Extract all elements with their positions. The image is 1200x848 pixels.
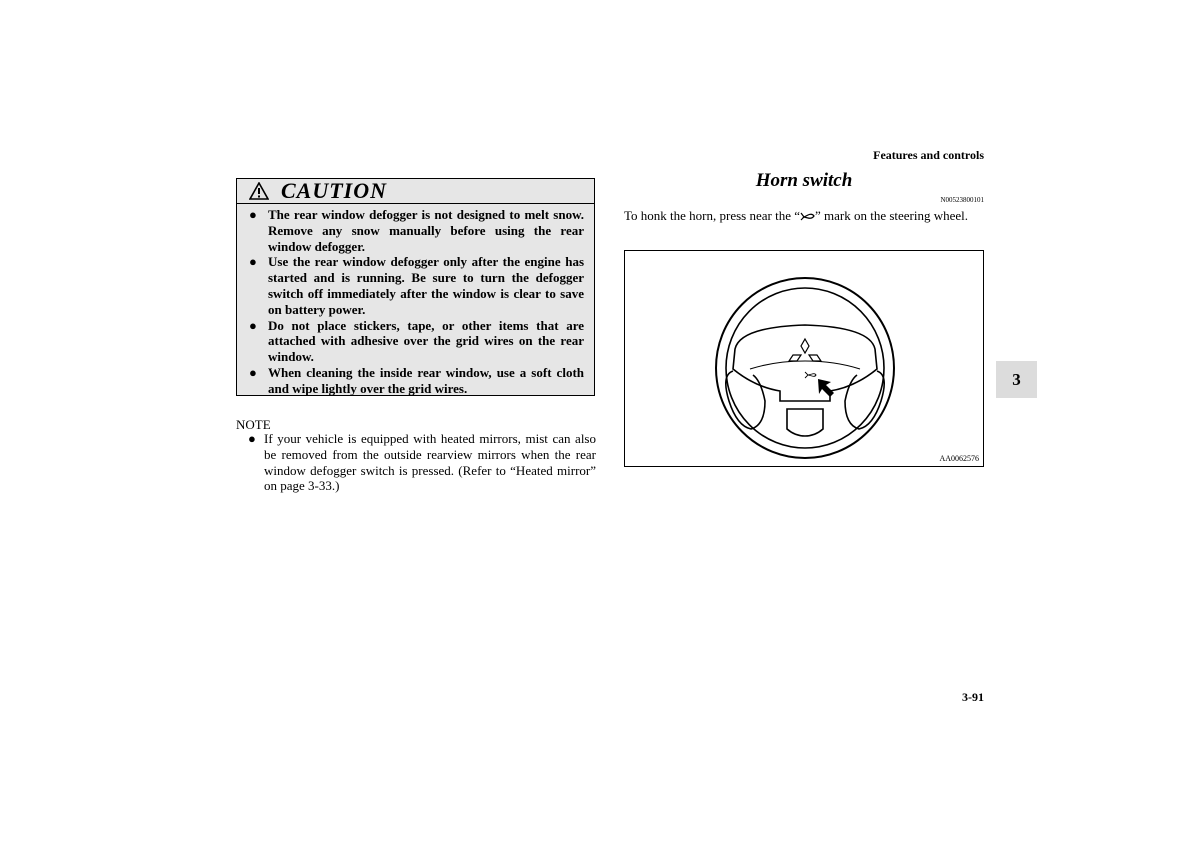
bullet-icon: ● <box>249 317 257 333</box>
note-label: NOTE <box>236 417 271 432</box>
steering-wheel-illustration <box>625 251 983 466</box>
caution-item <box>249 254 584 317</box>
caution-item <box>249 365 584 397</box>
caution-item-text: Do not place stickers, tape, or other items that are attached with adhesive over the grid wires on the rear window. <box>268 317 584 365</box>
steering-wheel-figure <box>624 250 984 467</box>
horn-icon <box>800 211 815 221</box>
page-number: 3-91 <box>962 690 984 704</box>
caution-title: CAUTION <box>281 178 388 203</box>
logo-mark <box>789 339 821 361</box>
chapter-tab: 3 <box>996 361 1037 398</box>
caution-box <box>236 178 595 396</box>
bullet-icon: ● <box>249 254 257 270</box>
figure-code: AA0062576 <box>939 454 979 463</box>
caution-item-text: The rear window defogger is not designed to melt snow. Remove any snow manually before using the rear window defogger. <box>268 207 584 254</box>
caution-item <box>249 318 584 365</box>
caution-list <box>237 204 594 397</box>
running-header: Features and controls <box>873 148 984 162</box>
note-item <box>248 431 596 494</box>
horn-instructions <box>624 208 984 224</box>
bullet-icon: ● <box>249 207 257 222</box>
note-item-text: If your vehicle is equipped with heated mirrors, mist can also be removed from the outside rearview mirrors when the rear window defogger switch is pressed. (Refer to “Heated mirror” on page 3-33.) <box>264 431 596 494</box>
caution-header <box>237 179 594 204</box>
bullet-icon: ● <box>249 364 257 380</box>
caution-item <box>249 207 584 254</box>
caution-item-text: When cleaning the inside rear window, use a soft cloth and wipe lightly over the grid wires. <box>268 364 584 396</box>
reference-code: N00523800101 <box>940 196 984 204</box>
warning-triangle-icon <box>249 182 269 200</box>
note-list <box>248 431 596 494</box>
bullet-icon: ● <box>248 431 256 446</box>
section-title: Horn switch <box>755 170 853 191</box>
pointer-arrow <box>818 379 834 397</box>
instruction-text-end: ” mark on the steering wheel. <box>814 208 969 223</box>
caution-item-text: Use the rear window defogger only after the engine has started and is running. Be sure to turn the defogger switch off immediately after the window is clear to save on battery power. <box>268 254 584 317</box>
instruction-text-start: To honk the horn, press near the “ <box>624 208 800 223</box>
